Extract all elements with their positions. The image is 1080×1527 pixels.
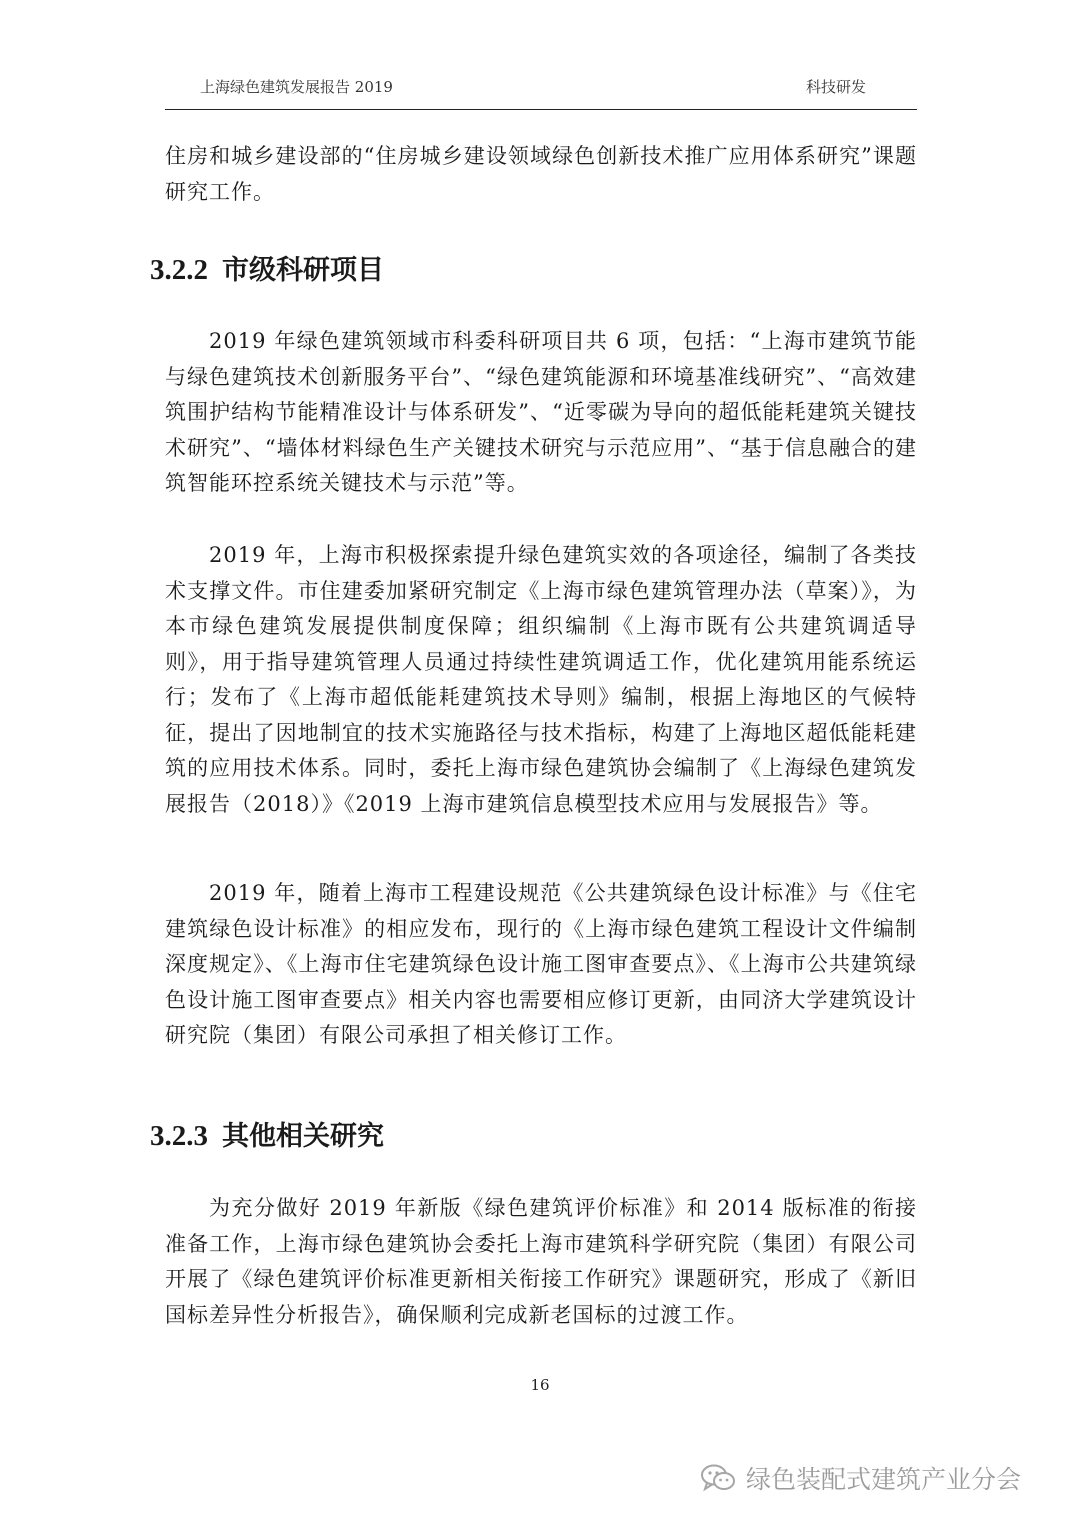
section-title: 市级科研项目 [222, 255, 384, 286]
section-title: 其他相关研究 [222, 1121, 384, 1152]
section-heading-3-2-3 [150, 1118, 384, 1155]
section-number: 3.2.2 [150, 254, 208, 286]
watermark [700, 1458, 1021, 1498]
header-rule [165, 109, 917, 110]
paragraph-evaluation-standard: 为充分做好 2019 年新版《绿色建筑评价标准》和 2014 版标准的衔接准备工作，上海市绿色建筑协会委托上海市建筑科学研究院（集团）有限公司开展了《绿色建筑评价标准更新相关衔接工作研究》课题研究，形成了《新旧国标差异性分析报告》，确保顺利完成新老国标的过渡工作。 [165, 1196, 917, 1327]
intro-paragraph: 住房和城乡建设部的“住房城乡建设领域绿色创新技术推广应用体系研究”课题研究工作。 [165, 144, 917, 204]
paragraph-design-standards: 2019 年，随着上海市工程建设规范《公共建筑绿色设计标准》与《住宅建筑绿色设计标准》的相应发布，现行的《上海市绿色建筑工程设计文件编制深度规定》、《上海市住宅建筑绿色设计施工图审查要点》、《上海市公共建筑绿色设计施工图审查要点》相关内容也需要相应修订更新，由同济大学建筑设计研究院（集团）有限公司承担了相关修订工作。 [165, 881, 917, 1047]
section-heading-3-2-2 [150, 252, 384, 289]
watermark-text: 绿色装配式建筑产业分会 [746, 1465, 1022, 1494]
page-number: 16 [530, 1376, 550, 1394]
section-number: 3.2.3 [150, 1120, 208, 1152]
paragraph-research-projects: 2019 年绿色建筑领域市科委科研项目共 6 项，包括：“上海市建筑节能与绿色建筑技术创新服务平台”、“绿色建筑能源和环境基准线研究”、“高效建筑围护结构节能精准设计与体系研发”、“近零碳为导向的超低能耗建筑关键技术研究”、“墙体材料绿色生产关键技术研究与示范应用”、“基于信息融合的建筑智能环控系统关键技术与示范”等。 [165, 329, 917, 495]
running-header-section: 科技研发 [806, 78, 867, 96]
running-header-title: 上海绿色建筑发展报告 2019 [200, 78, 393, 96]
paragraph-technical-documents: 2019 年，上海市积极探索提升绿色建筑实效的各项途径，编制了各类技术支撑文件。市住建委加紧研究制定《上海市绿色建筑管理办法（草案）》，为本市绿色建筑发展提供制度保障；组织编制《上海市既有公共建筑调适导则》，用于指导建筑管理人员通过持续性建筑调适工作，优化建筑用能系统运行；发布了《上海市超低能耗建筑技术导则》编制，根据上海地区的气候特征，提出了因地制宜的技术实施路径与技术指标，构建了上海地区超低能耗建筑的应用技术体系。同时，委托上海市绿色建筑协会编制了《上海绿色建筑发展报告（2018）》《2019 上海市建筑信息模型技术应用与发展报告》等。 [165, 543, 917, 816]
wechat-icon [700, 1463, 736, 1493]
